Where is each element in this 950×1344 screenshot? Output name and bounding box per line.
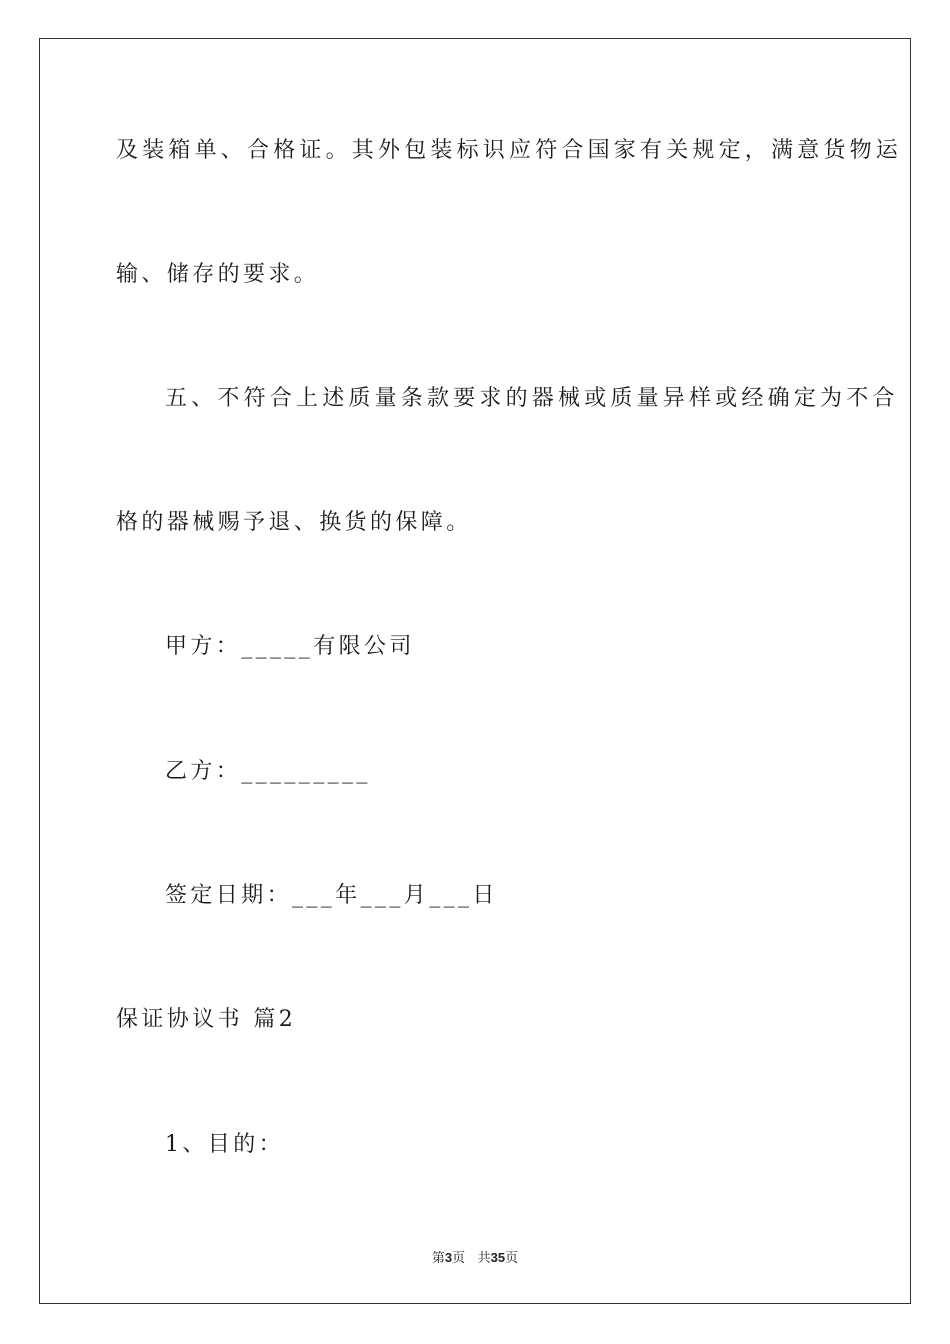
total-pages: 35 bbox=[490, 1250, 506, 1265]
party-a-line: 甲方：_____有限公司 bbox=[165, 634, 415, 659]
signing-date-line: 签定日期：___年___月___日 bbox=[165, 883, 498, 908]
section-heading: 保证协议书 篇2 bbox=[116, 1007, 297, 1032]
page-frame bbox=[39, 38, 911, 1304]
party-b-line: 乙方：_________ bbox=[165, 759, 371, 784]
total-suffix: 页 bbox=[505, 1251, 519, 1266]
paragraph-line: 输、储存的要求。 bbox=[116, 262, 320, 287]
page-suffix: 页 bbox=[452, 1251, 466, 1266]
total-prefix: 共 bbox=[477, 1251, 491, 1266]
list-item: 1、目的： bbox=[165, 1132, 284, 1157]
page-prefix: 第 bbox=[431, 1251, 445, 1266]
paragraph-line: 及装箱单、合格证。其外包装标识应符合国家有关规定，满意货物运 bbox=[116, 138, 903, 163]
paragraph-line: 格的器械赐予退、换货的保障。 bbox=[116, 510, 472, 535]
paragraph-line: 五、不符合上述质量条款要求的器械或质量异样或经确定为不合 bbox=[165, 386, 899, 411]
page-number: 3 bbox=[444, 1250, 453, 1265]
page-footer bbox=[0, 1247, 950, 1266]
